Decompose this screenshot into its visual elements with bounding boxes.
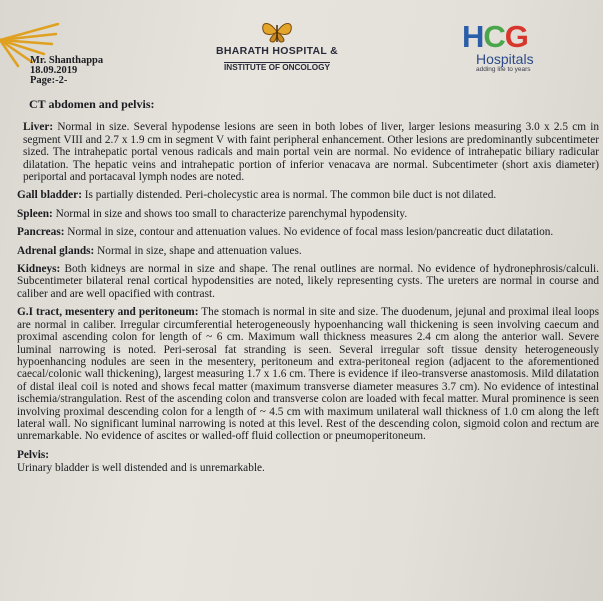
section-pancreas bbox=[17, 226, 599, 238]
report-title: CT abdomen and pelvis: bbox=[29, 97, 155, 111]
bharath-logo-line2: INSTITUTE OF ONCOLOGY bbox=[224, 63, 330, 72]
report-body bbox=[17, 98, 599, 481]
butterfly-emblem-icon bbox=[259, 20, 295, 44]
section-label: Gall bladder: bbox=[17, 189, 82, 202]
section-label: Pancreas: bbox=[17, 226, 65, 239]
section-label: Liver: bbox=[23, 121, 54, 134]
section-text: The stomach is normal in site and size. The duodenum, jejunal and proximal ileal loops are normal in caliber. Irregular circumferential heterogeneously hypoenhancing wall thickening is seen involving caecum and proximal ascending colon for length of ~ 6 cm. Maximum wall thickness measures 2.4 cm along the anterior wall. Severe luminal narrowing is noted. Peri-serosal fat stranding is seen. Several irregular soft tissue density heterogeneously hypoenhancing nodules are seen in the mesentery, peritoneum and extra-peritoneal region (adjacent to the aforementioned caecal/colonic wall thickening), largest measuring 1.7 x 1.6 cm. There is evidence if ileo-transverse anastomosis. Mild dilatation of distal ileal coil is noted and shows fecal matter (maximum transverse diameter measures 3.7 cm). No evidence of intestinal ischemia/strangulation. Rest of the ascending colon and transverse colon are loaded with fecal matter. Mural prominence is seen involving proximal descending colon for a length of ~ 4.5 cm with maximum unilateral wall thickness of 1.0 cm along the left lateral wall. No significant luminal narrowing is noted at this level. Rest of the descending colon, sigmoid colon and rectum are unremarkable. No evidence of ascites or walled-off fluid collection or pneumoperitoneum. bbox=[17, 306, 599, 443]
section-text: Normal in size. Several hypodense lesions are seen in both lobes of liver, larger lesions measuring 3.0 x 2.5 cm in segment VIII and 2.7 x 1.9 cm in segment V with faint peripheral enhancement. Other lesions are predominantly subcentimeter sized. The intrahepatic portal venous radicals and main portal vein are normal. No evidence of intrahepatic biliary radicular dilatation. The hepatic veins and intrahepatic portion of inferior venacava are normal. Subcentimeter (short axis diameter) periportal and portacaval lymph nodes are noted. bbox=[23, 121, 599, 184]
section-label: G.I tract, mesentery and peritoneum: bbox=[17, 306, 199, 319]
section-spleen bbox=[17, 208, 599, 220]
hcg-letter-c: C bbox=[483, 19, 505, 54]
section-text: Normal in size, shape and attenuation values. bbox=[94, 244, 302, 257]
hcg-wordmark bbox=[462, 19, 572, 54]
hcg-letter-g: G bbox=[504, 19, 528, 54]
section-text: Normal in size, contour and attenuation values. No evidence of focal mass lesion/pancreatic duct dilatation. bbox=[64, 226, 554, 239]
hcg-name: Hospitals bbox=[476, 51, 534, 67]
pelvis-bladder-line: Urinary bladder is well distended and is unremarkable. bbox=[17, 462, 265, 475]
report-date: 18.09.2019 bbox=[30, 65, 78, 76]
bharath-logo-line1: BHARATH HOSPITAL & bbox=[215, 45, 339, 57]
hcg-tagline: adding life to years bbox=[476, 66, 531, 73]
section-label: Kidneys: bbox=[17, 263, 61, 276]
section-text: Normal in size and shows too small to characterize parenchymal hypodensity. bbox=[52, 207, 408, 220]
bharath-hospital-logo bbox=[212, 20, 342, 75]
patient-name: Mr. Shanthappa bbox=[30, 55, 104, 66]
section-text: Is partially distended. Peri-cholecystic area is normal. The common bile duct is not dilated. bbox=[81, 189, 497, 202]
hcg-letter-h: H bbox=[462, 19, 484, 54]
section-pelvis bbox=[17, 449, 599, 461]
section-adrenal-glands bbox=[17, 245, 599, 257]
section-gall-bladder bbox=[17, 189, 599, 201]
page-number: Page:-2- bbox=[30, 75, 68, 86]
section-label: Adrenal glands: bbox=[17, 244, 95, 257]
section-label: Pelvis: bbox=[17, 448, 49, 461]
section-label: Spleen: bbox=[17, 207, 53, 220]
patient-header bbox=[30, 56, 103, 86]
hcg-hospitals-logo bbox=[462, 19, 572, 73]
section-text: Both kidneys are normal in size and shape. The renal outlines are normal. No evidence of hydronephrosis/calculi. Subcentimeter bilateral renal cortical hypodensities are noted, likely representing cysts. The ureters are normal in course and caliber and are well opacified with contrast. bbox=[17, 263, 599, 300]
section-gi-tract bbox=[17, 306, 599, 442]
section-kidneys bbox=[17, 263, 599, 300]
section-liver bbox=[17, 121, 599, 183]
